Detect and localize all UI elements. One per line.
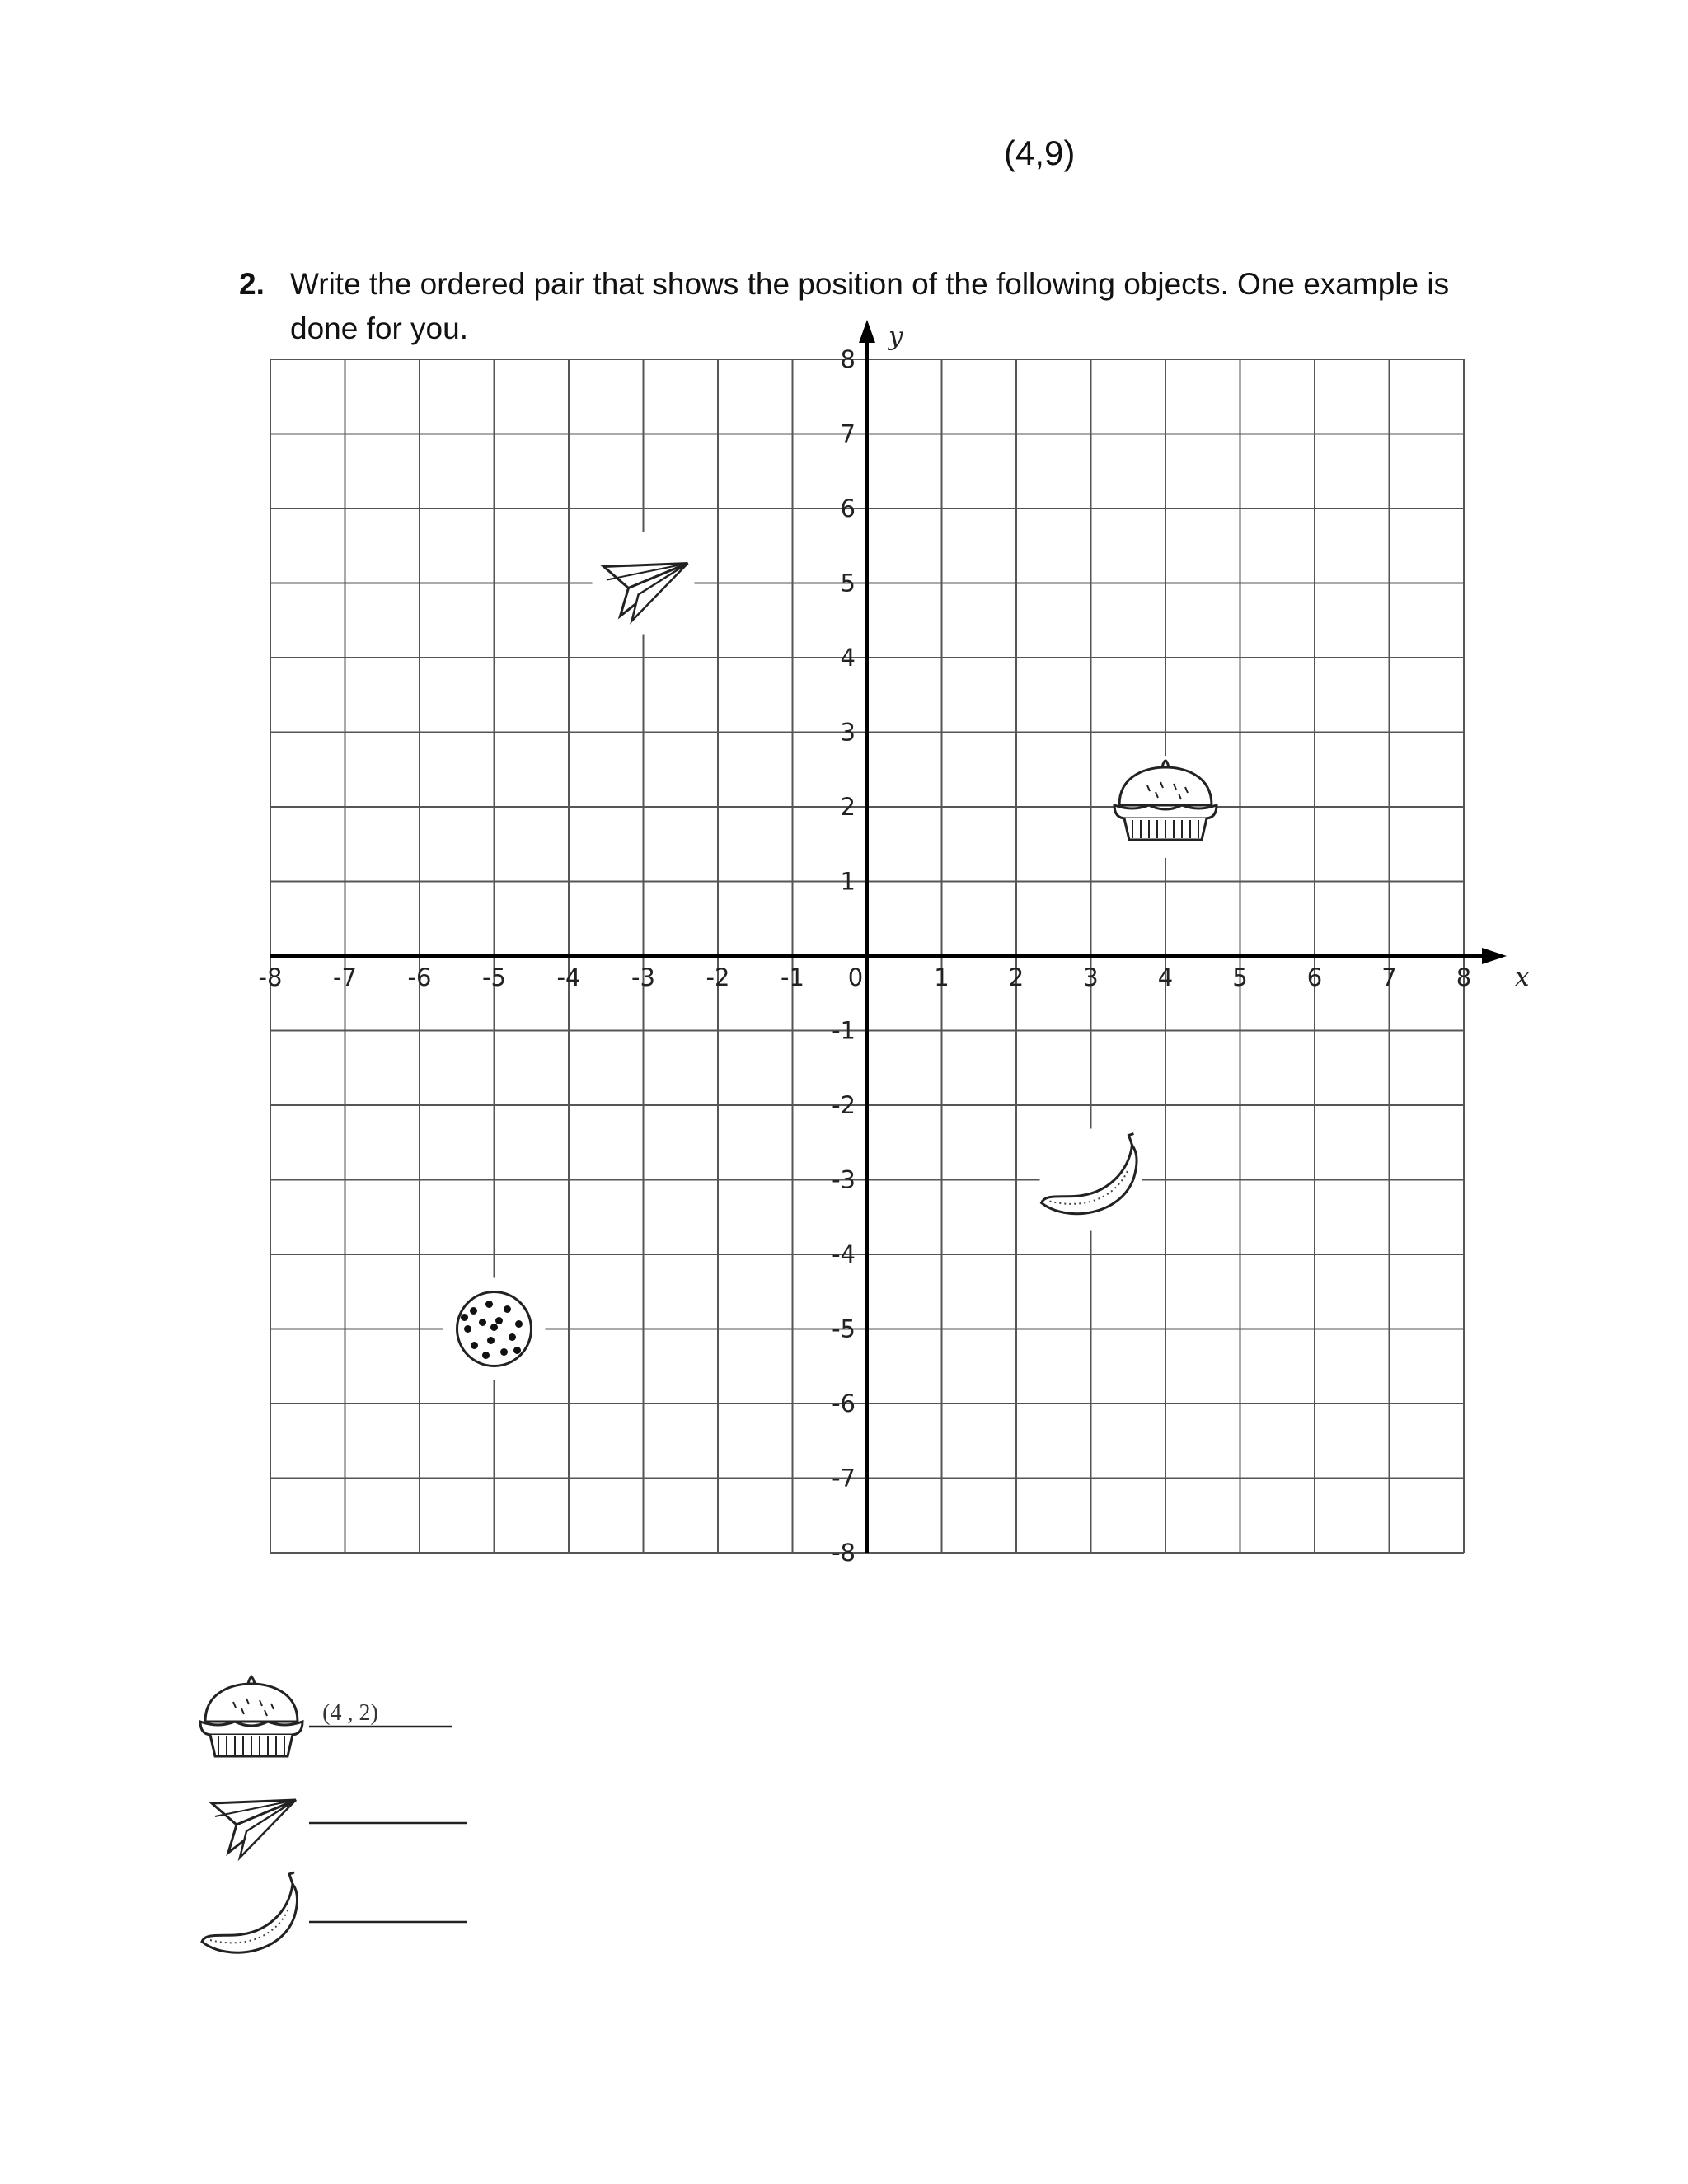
y-tick-label: -2 xyxy=(832,1091,856,1119)
y-tick-label: 6 xyxy=(840,494,856,523)
x-tick-label: -1 xyxy=(781,963,804,991)
paper-airplane-icon xyxy=(593,532,695,635)
x-tick-label: -4 xyxy=(556,963,581,991)
y-axis-label: y xyxy=(889,321,903,351)
x-tick-label: -5 xyxy=(482,963,506,991)
answer-rows xyxy=(200,1677,467,1952)
y-tick-label: 5 xyxy=(840,569,856,598)
x-tick-label: 6 xyxy=(1306,963,1323,991)
x-tick-label: -3 xyxy=(631,963,655,991)
pie-icon xyxy=(1114,756,1217,858)
question-number: 2. xyxy=(239,267,265,301)
top-answer-text: (4,9) xyxy=(1004,134,1076,172)
x-tick-label: 0 xyxy=(847,963,864,991)
x-tick-label: -8 xyxy=(258,963,283,991)
answer-row xyxy=(200,1677,452,1756)
answer-row xyxy=(212,1800,467,1858)
answer-value: (4 , 2) xyxy=(322,1700,378,1726)
paper-airplane-icon xyxy=(212,1800,296,1858)
x-tick-label: -6 xyxy=(407,963,432,991)
y-tick-label: 2 xyxy=(840,793,856,821)
x-tick-label: 2 xyxy=(1008,963,1025,991)
banana-icon xyxy=(1040,1129,1142,1231)
x-tick-label: -2 xyxy=(706,963,730,991)
y-tick-label: -3 xyxy=(832,1165,856,1194)
x-tick-label: 3 xyxy=(1083,963,1099,991)
y-tick-label: -1 xyxy=(832,1016,856,1045)
question-text: Write the ordered pair that shows the position of the following objects. One example is done for you. xyxy=(290,267,1450,345)
cookie-icon xyxy=(443,1278,546,1380)
y-axis-arrow xyxy=(859,320,875,343)
x-tick-label: -7 xyxy=(333,963,357,991)
y-tick-label: 4 xyxy=(840,644,856,672)
x-tick-label: 4 xyxy=(1157,963,1174,991)
y-tick-label: 3 xyxy=(840,718,856,747)
y-tick-label: -4 xyxy=(832,1240,856,1268)
y-tick-label: 1 xyxy=(840,867,856,896)
y-tick-label: -8 xyxy=(832,1539,856,1567)
y-tick-label: -5 xyxy=(832,1315,856,1343)
pie-icon xyxy=(200,1677,302,1756)
banana-icon xyxy=(202,1872,298,1952)
axes xyxy=(270,320,1507,1553)
x-tick-label: 7 xyxy=(1381,963,1397,991)
x-axis-arrow xyxy=(1482,948,1507,964)
x-axis-label: x xyxy=(1515,963,1530,992)
y-tick-label: 7 xyxy=(840,419,856,448)
x-tick-label: 1 xyxy=(934,963,950,991)
x-tick-label: 8 xyxy=(1456,963,1472,991)
y-tick-label: -7 xyxy=(832,1464,856,1493)
x-tick-label: 5 xyxy=(1232,963,1248,991)
y-tick-label: 8 xyxy=(840,345,856,373)
answer-row xyxy=(202,1872,467,1952)
y-tick-label: -6 xyxy=(832,1390,856,1418)
